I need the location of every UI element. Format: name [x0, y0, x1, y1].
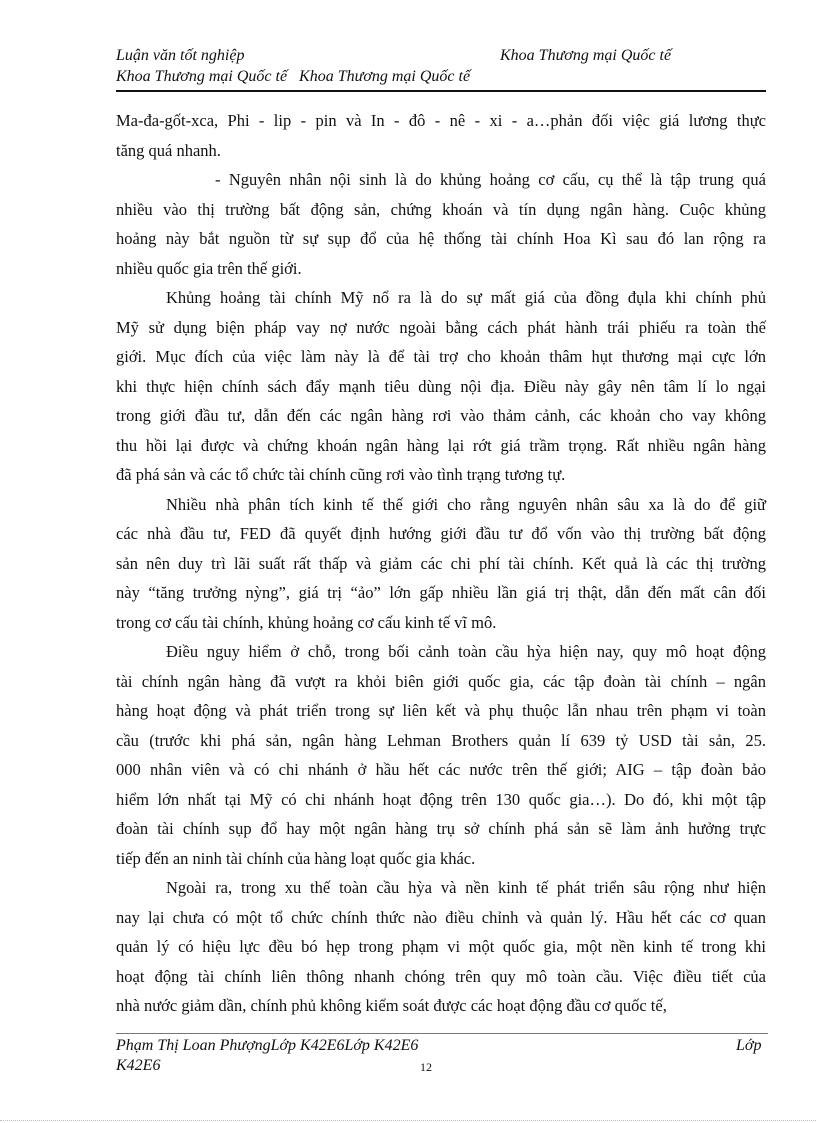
text-line: 000 nhân viên và có chi nhánh ở hầu hết các nước trên thế giới; AIG – tập đoàn bảo — [116, 760, 766, 779]
header-right: Khoa Thương mại Quốc tế — [500, 47, 672, 64]
text-line: Khủng hoảng tài chính Mỹ nổ ra là do sự mất giá của đồng đụla khi chính phủ — [166, 288, 766, 307]
text-line: Nhiều nhà phân tích kinh tế thế giới cho rằng nguyên nhân sâu xa là do để giữ — [166, 494, 766, 514]
text-line: hoảng này bắt nguồn từ sự sụp đổ của hệ thống tài chính Hoa Kì sau đó lan rộng ra — [116, 229, 766, 248]
text-line: trong cơ cấu tài chính, khủng hoảng cơ cấu kinh tế vĩ mô. — [116, 612, 497, 632]
footer-rule — [116, 1033, 768, 1034]
text-line: Ma-đa-gốt-xca, Phi - lip - pin và In - đô - nê - xi - a…phản đối việc giá lương thực — [116, 111, 766, 130]
page-number: 12 — [420, 1060, 432, 1074]
text-line: nhiều quốc gia trên thế giới. — [116, 258, 302, 278]
text-line: hoạt động tài chính liên thông nhanh chóng trên quy mô toàn cầu. Việc điều tiết của — [116, 966, 766, 986]
text-line: thu hồi lại được và chứng khoán ngân hàng lại rớt giá trầm trọng. Rất nhiều ngân hàng — [116, 435, 766, 455]
text-line: tăng quá nhanh. — [116, 140, 221, 160]
paragraph — [116, 106, 766, 165]
text-line: Ngoài ra, trong xu thế toàn cầu hỳa và nền kinh tế phát triển sâu rộng như hiện — [166, 878, 766, 897]
paragraph — [116, 490, 766, 638]
text-line: các nhà đầu tư, FED đã quyết định hướng giới đầu tư đổ vốn vào thị trường bất động — [116, 524, 766, 543]
text-line: đã phá sản và các tổ chức tài chính cũng rơi vào tình trạng tương tự. — [116, 465, 566, 484]
text-line: nhà nước giảm dần, chính phủ không kiểm soát được các hoạt động đầu cơ quốc tế, — [116, 996, 667, 1015]
document-body — [116, 106, 766, 1021]
paragraph — [116, 873, 766, 1021]
header-line2: Khoa Thương mại Quốc tế Khoa Thương mại Quốc tế — [116, 68, 471, 85]
text-line: tài chính ngân hàng đã vượt ra khỏi biên giới quốc gia, các tập đoàn tài chính – ngân — [116, 671, 766, 691]
text-line: này “tăng trưởng nỳng”, giá trị “ảo” lớn gấp nhiều lần giá trị thật, dẫn đến mất cân đối — [116, 583, 766, 602]
text-line: đoàn tài chính sụp đổ hay một ngân hàng trụ sở chính phá sản sẽ làm ảnh hưởng trực — [116, 819, 766, 838]
paragraph — [116, 165, 766, 283]
paragraph — [116, 283, 766, 490]
text-line: trong giới đầu tư, dẫn đến các ngân hàng rơi vào thảm cảnh, các khoản cho vay không — [116, 406, 766, 425]
text-line: - Nguyên nhân nội sinh là do khủng hoảng cơ cấu, cụ thể là tập trung quá — [215, 170, 766, 189]
text-line: nhiều vào thị trường bất động sản, chứng khoán và tín dụng ngân hàng. Cuộc khủng — [116, 199, 766, 219]
text-line: hàng hoạt động và phát triển trong sự liên kết và phụ thuộc lẫn nhau trên phạm vi toàn — [116, 701, 766, 720]
text-line: sản nên duy trì lãi suất rất thấp và giảm các chi phí tài chính. Kết quả là các thị trường — [116, 553, 766, 573]
text-line: Điều nguy hiểm ở chỗ, trong bối cảnh toàn cầu hỳa hiện nay, quy mô hoạt động — [166, 642, 766, 661]
footer-left: Phạm Thị Loan PhượngLớp K42E6Lớp K42E6 — [116, 1037, 419, 1054]
text-line: cầu (trước khi phá sản, ngân hàng Lehman Brothers quản lí 639 tỷ USD tài sản, 25. — [116, 730, 766, 750]
text-line: Mỹ sử dụng biện pháp vay nợ nước ngoài bằng cách phát hành trái phiếu ra toàn thế — [116, 317, 766, 337]
footer-line2: K42E6 — [116, 1057, 161, 1074]
footer-right: Lớp — [736, 1037, 762, 1054]
text-line: quản lý có hiệu lực đều bó hẹp trong phạm vi một quốc gia, một nền kinh tế trong khi — [116, 937, 766, 956]
paragraph — [116, 637, 766, 873]
header-rule — [116, 90, 766, 92]
text-line: tiếp đến an ninh tài chính của hàng loạt quốc gia khác. — [116, 848, 476, 868]
page-boundary — [0, 1120, 816, 1121]
header-left: Luận văn tốt nghiệp — [116, 47, 245, 64]
text-line: hiểm lớn nhất tại Mỹ có chi nhánh hoạt động trên 130 quốc gia…). Do đó, khi một tập — [116, 789, 766, 809]
text-line: khi thực hiện chính sách đẩy mạnh tiêu dùng nội địa. Điều này gây nên tâm lí lo ngại — [116, 376, 766, 396]
text-line: nay lại chưa có một tổ chức chính thức nào điều chỉnh và quản lý. Hầu hết các cơ quan — [116, 907, 766, 927]
text-line: giới. Mục đích của việc làm này là để tài trợ cho khoản thâm hụt thương mại cực lớn — [116, 347, 766, 366]
